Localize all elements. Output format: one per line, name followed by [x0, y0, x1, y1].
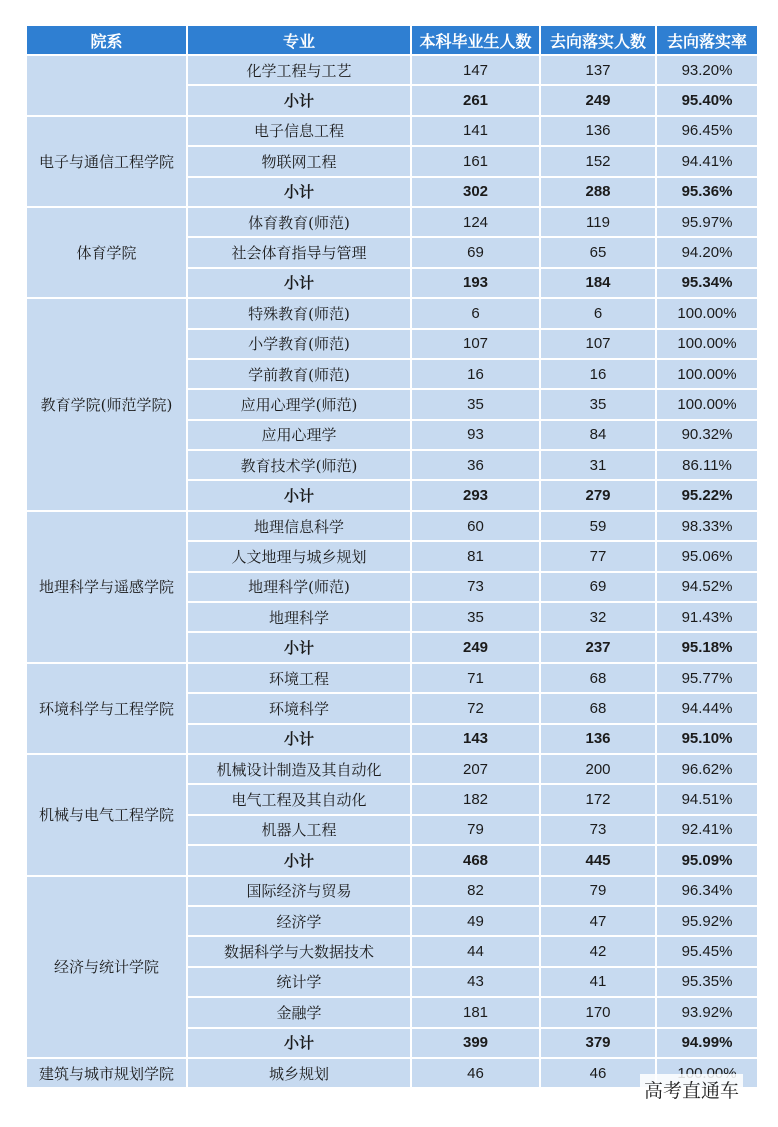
table-row: [27, 512, 757, 540]
major-cell: 社会体育指导与管理: [188, 238, 410, 266]
subtotal-placed-cell: 249: [541, 86, 655, 114]
graduates-cell: 107: [412, 330, 539, 358]
placed-cell: 200: [541, 755, 655, 783]
graduates-cell: 141: [412, 117, 539, 145]
graduates-cell: 60: [412, 512, 539, 540]
table-row: [27, 877, 757, 905]
subtotal-placed-cell: 445: [541, 846, 655, 874]
table-row: [27, 208, 757, 236]
rate-cell: 100.00%: [657, 390, 757, 418]
major-cell: 数据科学与大数据技术: [188, 937, 410, 965]
subtotal-placed-cell: 237: [541, 633, 655, 661]
major-cell: 机器人工程: [188, 816, 410, 844]
placed-cell: 107: [541, 330, 655, 358]
major-cell: 特殊教育(师范): [188, 299, 410, 327]
graduates-cell: 72: [412, 694, 539, 722]
major-cell: 体育教育(师范): [188, 208, 410, 236]
rate-cell: 95.77%: [657, 664, 757, 692]
placed-cell: 68: [541, 694, 655, 722]
placed-cell: 170: [541, 998, 655, 1026]
graduates-cell: 35: [412, 390, 539, 418]
table-row: [27, 299, 757, 327]
major-cell: 地理科学: [188, 603, 410, 631]
placed-cell: 136: [541, 117, 655, 145]
placed-cell: 65: [541, 238, 655, 266]
subtotal-graduates-cell: 399: [412, 1029, 539, 1057]
major-cell: 机械设计制造及其自动化: [188, 755, 410, 783]
subtotal-rate-cell: 95.09%: [657, 846, 757, 874]
department-cell: 地理科学与遥感学院: [27, 512, 186, 662]
major-cell: 城乡规划: [188, 1059, 410, 1087]
major-cell: 学前教育(师范): [188, 360, 410, 388]
major-cell: 经济学: [188, 907, 410, 935]
major-cell: 地理信息科学: [188, 512, 410, 540]
rate-cell: 96.45%: [657, 117, 757, 145]
major-cell: 小学教育(师范): [188, 330, 410, 358]
rate-cell: 94.51%: [657, 785, 757, 813]
placed-cell: 84: [541, 421, 655, 449]
major-cell: 应用心理学: [188, 421, 410, 449]
graduates-cell: 36: [412, 451, 539, 479]
placed-cell: 59: [541, 512, 655, 540]
rate-cell: 93.20%: [657, 56, 757, 84]
graduates-cell: 46: [412, 1059, 539, 1087]
subtotal-graduates-cell: 261: [412, 86, 539, 114]
subtotal-placed-cell: 379: [541, 1029, 655, 1057]
graduates-cell: 181: [412, 998, 539, 1026]
major-cell: 统计学: [188, 968, 410, 996]
major-cell: 物联网工程: [188, 147, 410, 175]
placed-cell: 31: [541, 451, 655, 479]
graduates-cell: 79: [412, 816, 539, 844]
employment-rate-table: [25, 24, 759, 1089]
placed-cell: 41: [541, 968, 655, 996]
subtotal-graduates-cell: 293: [412, 481, 539, 509]
graduates-cell: 207: [412, 755, 539, 783]
department-cell: 教育学院(师范学院): [27, 299, 186, 510]
table-row: [27, 755, 757, 783]
watermark-text: 高考直通车: [640, 1074, 743, 1105]
graduates-cell: 43: [412, 968, 539, 996]
rate-cell: 95.92%: [657, 907, 757, 935]
subtotal-major-cell: 小计: [188, 633, 410, 661]
major-cell: 金融学: [188, 998, 410, 1026]
subtotal-major-cell: 小计: [188, 269, 410, 297]
department-cell: 电子与通信工程学院: [27, 117, 186, 206]
placed-cell: 46: [541, 1059, 655, 1087]
rate-cell: 90.32%: [657, 421, 757, 449]
subtotal-placed-cell: 136: [541, 725, 655, 753]
rate-cell: 100.00%: [657, 330, 757, 358]
header-major: 专业: [188, 26, 410, 54]
table-body: [27, 56, 757, 1087]
table-row: [27, 664, 757, 692]
major-cell: 教育技术学(师范): [188, 451, 410, 479]
rate-cell: 94.20%: [657, 238, 757, 266]
subtotal-graduates-cell: 193: [412, 269, 539, 297]
placed-cell: 16: [541, 360, 655, 388]
subtotal-major-cell: 小计: [188, 178, 410, 206]
subtotal-rate-cell: 95.18%: [657, 633, 757, 661]
table-row: [27, 56, 757, 84]
graduates-cell: 71: [412, 664, 539, 692]
rate-cell: 100.00%: [657, 360, 757, 388]
graduates-cell: 73: [412, 573, 539, 601]
rate-cell: 94.44%: [657, 694, 757, 722]
rate-cell: 94.52%: [657, 573, 757, 601]
subtotal-major-cell: 小计: [188, 725, 410, 753]
major-cell: 电气工程及其自动化: [188, 785, 410, 813]
department-cell: 经济与统计学院: [27, 877, 186, 1057]
rate-cell: 100.00%: [657, 299, 757, 327]
subtotal-graduates-cell: 302: [412, 178, 539, 206]
rate-cell: 95.97%: [657, 208, 757, 236]
rate-cell: 91.43%: [657, 603, 757, 631]
major-cell: 应用心理学(师范): [188, 390, 410, 418]
placed-cell: 35: [541, 390, 655, 418]
graduates-cell: 124: [412, 208, 539, 236]
graduates-cell: 49: [412, 907, 539, 935]
rate-cell: 98.33%: [657, 512, 757, 540]
placed-cell: 119: [541, 208, 655, 236]
subtotal-placed-cell: 288: [541, 178, 655, 206]
graduates-cell: 69: [412, 238, 539, 266]
subtotal-placed-cell: 184: [541, 269, 655, 297]
placed-cell: 69: [541, 573, 655, 601]
major-cell: 环境工程: [188, 664, 410, 692]
header-rate: 去向落实率: [657, 26, 757, 54]
subtotal-graduates-cell: 143: [412, 725, 539, 753]
major-cell: 环境科学: [188, 694, 410, 722]
table-header-row: [27, 26, 757, 54]
header-department: 院系: [27, 26, 186, 54]
graduates-cell: 93: [412, 421, 539, 449]
rate-cell: 95.06%: [657, 542, 757, 570]
subtotal-major-cell: 小计: [188, 1029, 410, 1057]
subtotal-major-cell: 小计: [188, 86, 410, 114]
department-cell: 机械与电气工程学院: [27, 755, 186, 875]
placed-cell: 79: [541, 877, 655, 905]
major-cell: 国际经济与贸易: [188, 877, 410, 905]
graduates-cell: 16: [412, 360, 539, 388]
subtotal-rate-cell: 95.10%: [657, 725, 757, 753]
rate-cell: 94.41%: [657, 147, 757, 175]
placed-cell: 42: [541, 937, 655, 965]
subtotal-placed-cell: 279: [541, 481, 655, 509]
major-cell: 化学工程与工艺: [188, 56, 410, 84]
placed-cell: 152: [541, 147, 655, 175]
rate-cell: 93.92%: [657, 998, 757, 1026]
rate-cell: 92.41%: [657, 816, 757, 844]
rate-cell: 96.34%: [657, 877, 757, 905]
major-cell: 人文地理与城乡规划: [188, 542, 410, 570]
subtotal-rate-cell: 95.40%: [657, 86, 757, 114]
department-cell: 环境科学与工程学院: [27, 664, 186, 753]
graduates-cell: 35: [412, 603, 539, 631]
table-row: [27, 117, 757, 145]
rate-cell: 86.11%: [657, 451, 757, 479]
placed-cell: 77: [541, 542, 655, 570]
subtotal-rate-cell: 95.34%: [657, 269, 757, 297]
placed-cell: 73: [541, 816, 655, 844]
department-cell: 体育学院: [27, 208, 186, 297]
major-cell: 地理科学(师范): [188, 573, 410, 601]
subtotal-rate-cell: 95.22%: [657, 481, 757, 509]
rate-cell: 96.62%: [657, 755, 757, 783]
placed-cell: 32: [541, 603, 655, 631]
major-cell: 电子信息工程: [188, 117, 410, 145]
header-graduates: 本科毕业生人数: [412, 26, 539, 54]
subtotal-major-cell: 小计: [188, 846, 410, 874]
placed-cell: 137: [541, 56, 655, 84]
report-table-container: [25, 24, 757, 1089]
graduates-cell: 6: [412, 299, 539, 327]
subtotal-graduates-cell: 249: [412, 633, 539, 661]
subtotal-major-cell: 小计: [188, 481, 410, 509]
placed-cell: 6: [541, 299, 655, 327]
rate-cell: 95.35%: [657, 968, 757, 996]
subtotal-rate-cell: 94.99%: [657, 1029, 757, 1057]
department-cell: [27, 56, 186, 115]
header-placed: 去向落实人数: [541, 26, 655, 54]
department-cell: 建筑与城市规划学院: [27, 1059, 186, 1087]
rate-cell: 95.45%: [657, 937, 757, 965]
subtotal-graduates-cell: 468: [412, 846, 539, 874]
graduates-cell: 82: [412, 877, 539, 905]
graduates-cell: 147: [412, 56, 539, 84]
subtotal-rate-cell: 95.36%: [657, 178, 757, 206]
graduates-cell: 161: [412, 147, 539, 175]
placed-cell: 47: [541, 907, 655, 935]
graduates-cell: 44: [412, 937, 539, 965]
placed-cell: 172: [541, 785, 655, 813]
graduates-cell: 182: [412, 785, 539, 813]
graduates-cell: 81: [412, 542, 539, 570]
placed-cell: 68: [541, 664, 655, 692]
